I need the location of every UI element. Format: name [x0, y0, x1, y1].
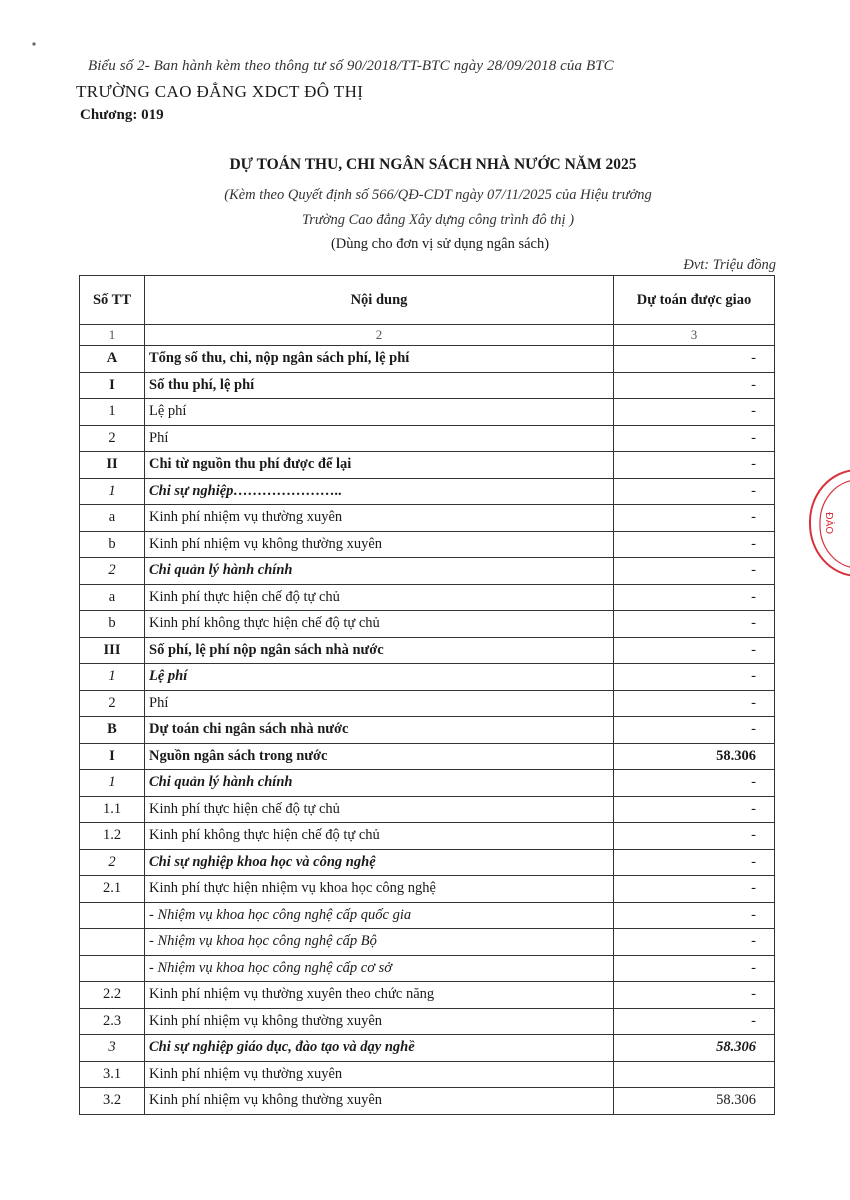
row-value: - — [614, 955, 775, 982]
table-row — [80, 478, 775, 505]
row-stt: 2 — [80, 849, 145, 876]
table-row — [80, 770, 775, 797]
table-row — [80, 1008, 775, 1035]
row-content: Chi sự nghiệp khoa học và công nghệ — [145, 849, 614, 876]
row-content: - Nhiệm vụ khoa học công nghệ cấp cơ sở — [145, 955, 614, 982]
red-seal-stamp — [804, 468, 850, 578]
header-content: Nội dung — [145, 276, 614, 325]
row-content: Chi sự nghiệp giáo dục, đào tạo và dạy nghề — [145, 1035, 614, 1062]
table-row — [80, 399, 775, 426]
row-stt: b — [80, 531, 145, 558]
table-row — [80, 1061, 775, 1088]
row-content: Chi từ nguồn thu phí được để lại — [145, 452, 614, 479]
header-value: Dự toán được giao — [614, 276, 775, 325]
table-row — [80, 1088, 775, 1115]
row-value: 58.306 — [614, 1035, 775, 1062]
row-value: - — [614, 823, 775, 850]
row-stt: 3 — [80, 1035, 145, 1062]
table-row — [80, 743, 775, 770]
table-row — [80, 690, 775, 717]
row-value: - — [614, 346, 775, 373]
row-value: - — [614, 611, 775, 638]
table-row — [80, 505, 775, 532]
table-row — [80, 664, 775, 691]
table-row — [80, 929, 775, 956]
row-stt: III — [80, 637, 145, 664]
table-row — [80, 796, 775, 823]
row-content: Số phí, lệ phí nộp ngân sách nhà nước — [145, 637, 614, 664]
row-content: Kinh phí nhiệm vụ thường xuyên theo chức năng — [145, 982, 614, 1009]
row-content: Lệ phí — [145, 664, 614, 691]
table-row — [80, 611, 775, 638]
row-value: - — [614, 372, 775, 399]
row-stt: 2 — [80, 690, 145, 717]
row-stt: 1 — [80, 399, 145, 426]
decision-reference-line1: (Kèm theo Quyết định số 566/QĐ-CDT ngày 07/11/2025 của Hiệu trưởng — [224, 187, 652, 203]
table-row — [80, 531, 775, 558]
organization-name: TRƯỜNG CAO ĐẲNG XDCT ĐÔ THỊ — [76, 82, 364, 101]
row-stt: 2 — [80, 425, 145, 452]
row-stt: 2.1 — [80, 876, 145, 903]
table-row — [80, 558, 775, 585]
row-value: - — [614, 478, 775, 505]
row-stt — [80, 955, 145, 982]
row-value: - — [614, 902, 775, 929]
table-row — [80, 823, 775, 850]
row-stt: 3.1 — [80, 1061, 145, 1088]
row-stt: 2.2 — [80, 982, 145, 1009]
row-value: 58.306 — [614, 743, 775, 770]
row-stt: 1.2 — [80, 823, 145, 850]
currency-unit: Đvt: Triệu đồng — [683, 257, 776, 273]
row-content: Kinh phí nhiệm vụ không thường xuyên — [145, 1008, 614, 1035]
column-index: 3 — [614, 325, 775, 346]
row-value: - — [614, 929, 775, 956]
column-index: 2 — [145, 325, 614, 346]
row-stt: 1 — [80, 770, 145, 797]
row-value — [614, 1061, 775, 1088]
header-stt — [80, 276, 145, 325]
row-value: - — [614, 637, 775, 664]
row-value: - — [614, 690, 775, 717]
row-content: Kinh phí nhiệm vụ thường xuyên — [145, 1061, 614, 1088]
row-content: Phí — [145, 425, 614, 452]
table-row — [80, 584, 775, 611]
row-value: - — [614, 584, 775, 611]
row-stt: 3.2 — [80, 1088, 145, 1115]
row-stt: I — [80, 372, 145, 399]
budget-table — [79, 275, 775, 1115]
chapter-code: Chương: 019 — [80, 107, 164, 123]
row-value: - — [614, 982, 775, 1009]
row-stt: I — [80, 743, 145, 770]
row-content: Kinh phí nhiệm vụ không thường xuyên — [145, 1088, 614, 1115]
row-content: Chi quản lý hành chính — [145, 558, 614, 585]
row-value: - — [614, 558, 775, 585]
row-content: Kinh phí thực hiện nhiệm vụ khoa học công nghệ — [145, 876, 614, 903]
table-row — [80, 876, 775, 903]
row-value: - — [614, 1008, 775, 1035]
row-stt: 2.3 — [80, 1008, 145, 1035]
column-index: 1 — [80, 325, 145, 346]
row-stt: 2 — [80, 558, 145, 585]
row-content: Kinh phí thực hiện chế độ tự chủ — [145, 584, 614, 611]
row-stt: a — [80, 505, 145, 532]
column-index-row — [80, 325, 775, 346]
row-content: Chi quản lý hành chính — [145, 770, 614, 797]
row-content: Tổng số thu, chi, nộp ngân sách phí, lệ phí — [145, 346, 614, 373]
row-content: Kinh phí thực hiện chế độ tự chủ — [145, 796, 614, 823]
row-value: - — [614, 425, 775, 452]
row-content: - Nhiệm vụ khoa học công nghệ cấp Bộ — [145, 929, 614, 956]
row-stt: 1.1 — [80, 796, 145, 823]
row-stt: a — [80, 584, 145, 611]
row-value: - — [614, 399, 775, 426]
scan-speck — [30, 40, 38, 48]
header-stt-label: Số TT — [92, 292, 132, 308]
table-row — [80, 1035, 775, 1062]
table-row — [80, 346, 775, 373]
row-value: - — [614, 717, 775, 744]
row-content: - Nhiệm vụ khoa học công nghệ cấp quốc gia — [145, 902, 614, 929]
row-content: Dự toán chi ngân sách nhà nước — [145, 717, 614, 744]
row-stt — [80, 902, 145, 929]
row-value: 58.306 — [614, 1088, 775, 1115]
row-value: - — [614, 531, 775, 558]
table-row — [80, 955, 775, 982]
row-value: - — [614, 664, 775, 691]
row-value: - — [614, 876, 775, 903]
row-content: Nguồn ngân sách trong nước — [145, 743, 614, 770]
row-stt — [80, 929, 145, 956]
row-stt: 1 — [80, 478, 145, 505]
row-content: Kinh phí nhiệm vụ không thường xuyên — [145, 531, 614, 558]
table-row — [80, 717, 775, 744]
table-row — [80, 902, 775, 929]
table-row — [80, 372, 775, 399]
row-stt: b — [80, 611, 145, 638]
row-content: Phí — [145, 690, 614, 717]
row-content: Lệ phí — [145, 399, 614, 426]
row-stt: A — [80, 346, 145, 373]
row-value: - — [614, 849, 775, 876]
document-title: DỰ TOÁN THU, CHI NGÂN SÁCH NHÀ NƯỚC NĂM 2025 — [229, 156, 637, 173]
table-row — [80, 849, 775, 876]
decision-reference-line2: Trường Cao đẳng Xây dựng công trình đô thị ) — [301, 212, 575, 228]
row-stt: 1 — [80, 664, 145, 691]
row-value: - — [614, 796, 775, 823]
row-content: Số thu phí, lệ phí — [145, 372, 614, 399]
table-row — [80, 982, 775, 1009]
row-content: Chi sự nghiệp………………….. — [145, 478, 614, 505]
row-stt: B — [80, 717, 145, 744]
row-content: Kinh phí không thực hiện chế độ tự chủ — [145, 611, 614, 638]
row-content: Kinh phí nhiệm vụ thường xuyên — [145, 505, 614, 532]
row-value: - — [614, 452, 775, 479]
row-stt: II — [80, 452, 145, 479]
row-value: - — [614, 505, 775, 532]
table-header-row — [80, 276, 775, 325]
table-row — [80, 637, 775, 664]
row-value: - — [614, 770, 775, 797]
table-row — [80, 452, 775, 479]
stamp-text: ĐÀO — [823, 512, 834, 535]
row-content: Kinh phí không thực hiện chế độ tự chủ — [145, 823, 614, 850]
usage-note: (Dùng cho đơn vị sử dụng ngân sách) — [330, 236, 550, 252]
form-reference-note: Biểu số 2- Ban hành kèm theo thông tư số 90/2018/TT-BTC ngày 28/09/2018 của BTC — [88, 58, 614, 74]
table-row — [80, 425, 775, 452]
